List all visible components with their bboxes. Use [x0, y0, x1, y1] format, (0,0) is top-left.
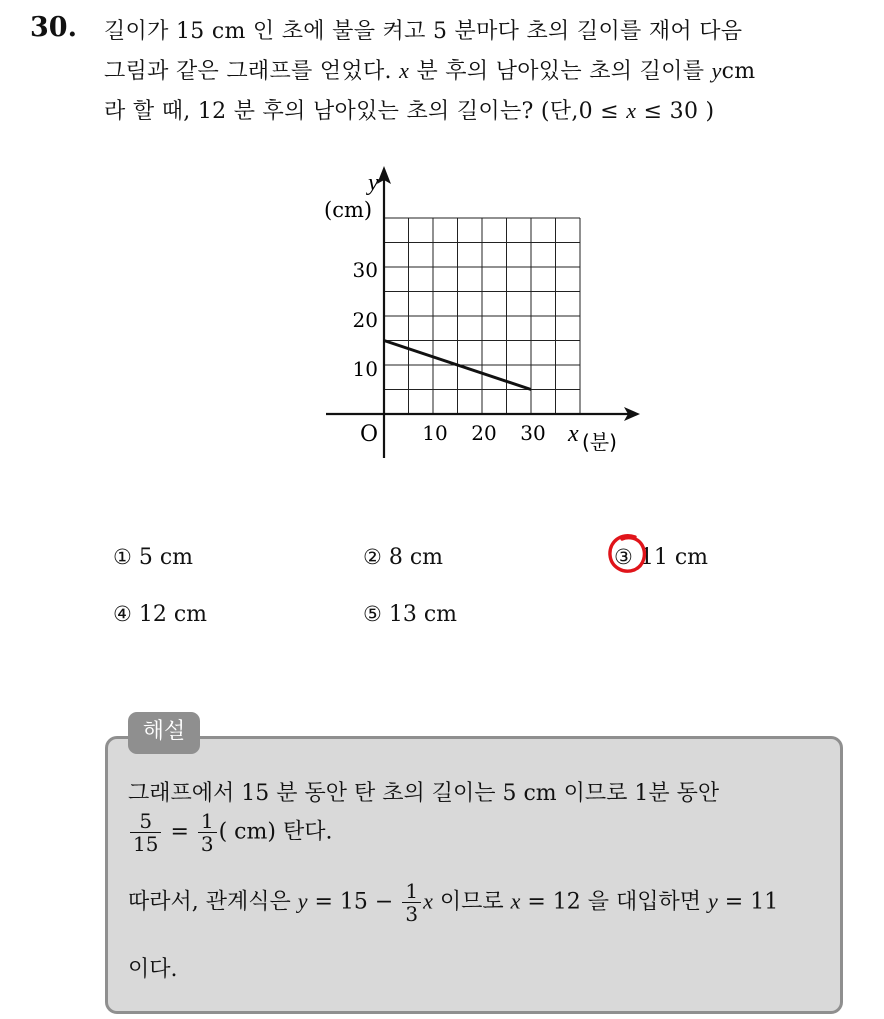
question-line-1: 길이가 15 cm 인 초에 불을 켜고 5 분마다 초의 길이를 재어 다음	[104, 19, 743, 44]
choice-1[interactable]: ① 5 cm	[113, 545, 194, 570]
solution-line-2: $\frac{5}{15}$ = $\frac{1}{3}$ ( cm) 탄다.	[128, 810, 332, 855]
y-axis-label: y	[368, 170, 379, 196]
grid	[384, 218, 580, 414]
x-tick-10: 10	[422, 421, 448, 445]
choice-4[interactable]: ④ 12 cm	[113, 602, 207, 627]
choice-2[interactable]: ② 8 cm	[363, 545, 444, 570]
solution-line-1: 그래프에서 15 분 동안 탄 초의 길이는 5 cm 이므로 1분 동안	[128, 781, 720, 806]
x-tick-30: 30	[520, 421, 546, 445]
x-tick-20: 20	[471, 421, 497, 445]
y-tick-30: 30	[352, 258, 378, 282]
question-line-2: 그림과 같은 그래프를 얻었다. x 분 후의 남아있는 초의 길이를 ycm	[104, 58, 756, 84]
answer-circle-mark	[605, 532, 649, 576]
solution-tag: 해설	[128, 712, 200, 754]
y-tick-20: 20	[352, 308, 378, 332]
fraction-5-15: $\frac{5}{15}$	[130, 810, 161, 855]
choice-5[interactable]: ⑤ 13 cm	[363, 602, 457, 627]
question-number: 30.	[30, 12, 77, 43]
solution-line-4: 이다.	[128, 957, 178, 982]
question-line-3: 라 할 때, 12 분 후의 남아있는 초의 길이는? (단,0 ≤ x ≤ 30 )	[104, 98, 715, 124]
y-unit-label: (cm)	[324, 198, 373, 222]
y-tick-10: 10	[352, 357, 378, 381]
line-graph	[318, 160, 648, 460]
origin-label: O	[360, 422, 379, 447]
x-axis-label: x	[568, 421, 579, 447]
fraction-1-3-coef: $\frac{1}{3}$	[402, 880, 421, 925]
solution-line-3: 따라서, 관계식은 y = 15 − $\frac{1}{3}$ x 이므로 x = 12 을 대입하면 y = 11	[128, 879, 779, 926]
fraction-1-3: $\frac{1}{3}$	[198, 810, 217, 855]
x-unit-label: (분)	[582, 430, 617, 454]
choice-3[interactable]: ③ 11 cm	[614, 545, 708, 570]
